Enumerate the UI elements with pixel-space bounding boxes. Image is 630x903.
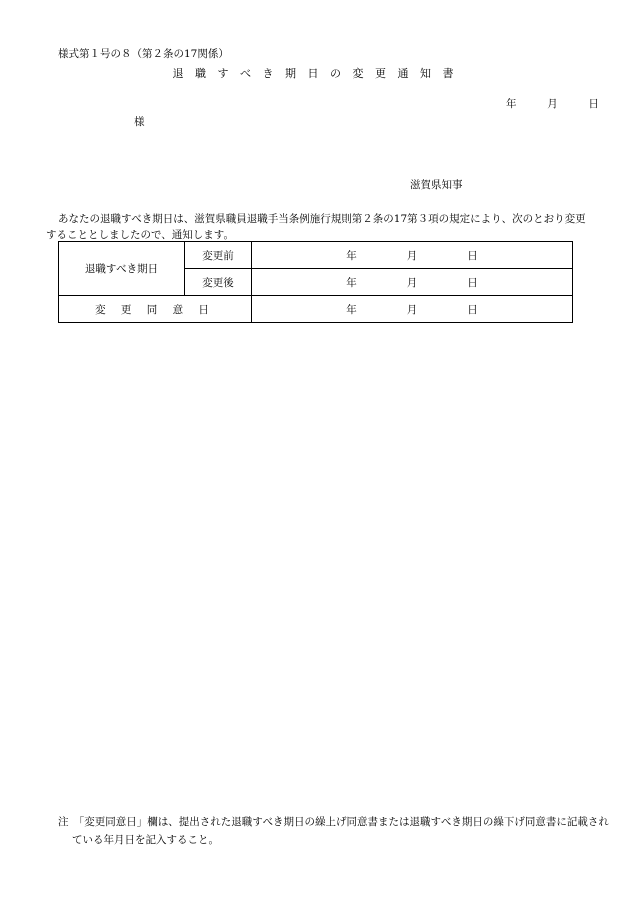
consent-date-field[interactable]: 年 月 日	[252, 296, 573, 323]
retirement-date-table	[58, 241, 573, 323]
table-row	[59, 296, 573, 323]
sender-name: 滋賀県知事	[410, 179, 463, 191]
issue-date	[506, 96, 599, 111]
table-row	[59, 242, 573, 269]
retirement-date-label: 退職すべき期日	[59, 242, 185, 296]
after-change-date-field[interactable]: 年 月 日	[252, 269, 573, 296]
before-change-label: 変更前	[185, 242, 252, 269]
recipient-suffix: 様	[134, 116, 145, 128]
document-title: 退 職 す べ き 期 日 の 変 更 通 知 書	[172, 67, 458, 80]
form-number: 様式第１号の８（第２条の17関係）	[58, 48, 229, 60]
body-text: あなたの退職すべき期日は、滋賀県職員退職手当条例施行規則第２条の17第３項の規定により、次のとおり変更することとしましたので、通知します。	[46, 213, 586, 241]
issue-date-year: 年	[506, 98, 517, 110]
after-change-label: 変更後	[185, 269, 252, 296]
issue-date-day: 日	[588, 98, 599, 110]
before-change-date-field[interactable]: 年 月 日	[252, 242, 573, 269]
issue-date-month: 月	[547, 98, 558, 110]
footnote: 注 「変更同意日」欄は、提出された退職すべき期日の繰上げ同意書または退職すべき期日の繰下げ同意書に記載されている年月日を記入すること。	[58, 816, 609, 846]
consent-date-label: 変 更 同 意 日	[59, 296, 252, 323]
